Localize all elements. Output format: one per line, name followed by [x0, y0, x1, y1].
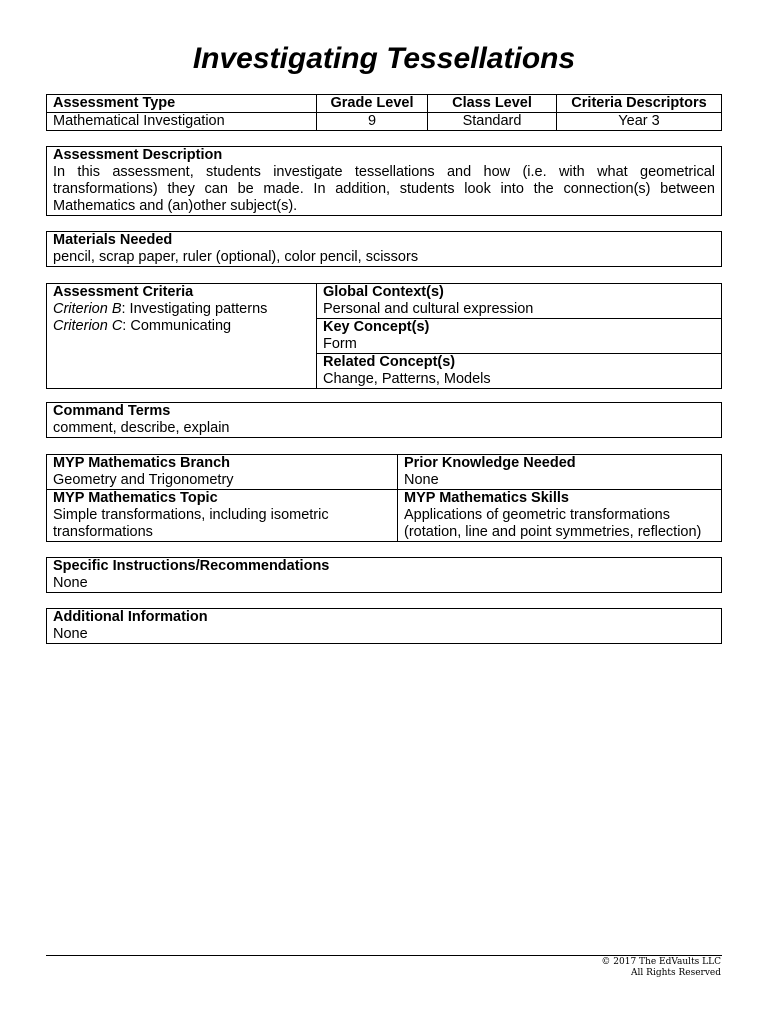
additional-box [46, 608, 722, 644]
key-concept-value: Form [323, 336, 357, 352]
instructions-text: None [53, 575, 88, 591]
command-terms-heading: Command Terms [53, 403, 171, 419]
description-text: In this assessment, students investigate tessellations and how (i.e. with what geometrical transformations) they can be made. In addition, students look into the connection(s) between Mathematics and (an)other subject(s). [53, 164, 715, 214]
description-box [46, 146, 722, 216]
branch-heading: MYP Mathematics Branch [53, 455, 231, 471]
related-concept-heading: Related Concept(s) [323, 354, 456, 370]
related-concept-value: Change, Patterns, Models [323, 371, 491, 387]
prior-knowledge-heading: Prior Knowledge Needed [404, 455, 576, 471]
topic-value: Simple transformations, including isometric transformations [53, 507, 329, 540]
footer-line-1: © 2017 The EdVaults LLC [601, 957, 721, 967]
topic-heading: MYP Mathematics Topic [53, 490, 218, 506]
value-criteria-descriptors: Year 3 [557, 113, 722, 131]
prior-knowledge-value: None [404, 472, 439, 488]
additional-heading: Additional Information [53, 609, 208, 625]
additional-text: None [53, 626, 88, 642]
branch-value: Geometry and Trigonometry [53, 472, 234, 488]
footer-line-2: All Rights Reserved [631, 968, 721, 978]
header-grade-level: Grade Level [317, 95, 428, 113]
criteria-table [46, 283, 722, 389]
header-class-level: Class Level [428, 95, 557, 113]
header-criteria-descriptors: Criteria Descriptors [557, 95, 722, 113]
myp-table [46, 454, 722, 542]
footer-copyright [601, 957, 721, 979]
branch-cell [47, 455, 398, 490]
materials-text: pencil, scrap paper, ruler (optional), color pencil, scissors [53, 249, 419, 265]
criterion-c: Criterion C: Communicating [53, 318, 232, 334]
key-concept-heading: Key Concept(s) [323, 319, 430, 335]
global-context-value: Personal and cultural expression [323, 301, 534, 317]
value-grade-level: 9 [317, 113, 428, 131]
criteria-heading: Assessment Criteria [53, 284, 194, 300]
topic-cell [47, 490, 398, 542]
skills-value: Applications of geometric transformations (rotation, line and point symmetries, reflection) [404, 507, 702, 540]
value-assessment-type: Mathematical Investigation [47, 113, 317, 131]
materials-heading: Materials Needed [53, 232, 173, 248]
prior-knowledge-cell [398, 455, 722, 490]
value-class-level: Standard [428, 113, 557, 131]
instructions-box [46, 557, 722, 593]
description-heading: Assessment Description [53, 147, 223, 163]
header-assessment-type: Assessment Type [47, 95, 317, 113]
instructions-heading: Specific Instructions/Recommendations [53, 558, 330, 574]
overview-table [46, 94, 722, 131]
page-title: Investigating Tessellations [192, 42, 576, 75]
skills-heading: MYP Mathematics Skills [404, 490, 569, 506]
global-context-heading: Global Context(s) [323, 284, 444, 300]
command-terms-box [46, 402, 722, 438]
command-terms-text: comment, describe, explain [53, 420, 230, 436]
criteria-cell [47, 284, 317, 388]
materials-box [46, 231, 722, 267]
key-concept-cell [317, 319, 722, 354]
related-concept-cell [317, 354, 722, 389]
criterion-b: Criterion B: Investigating patterns [53, 301, 268, 317]
skills-cell [398, 490, 722, 542]
global-context-cell [317, 284, 722, 319]
footer-divider [46, 955, 722, 956]
